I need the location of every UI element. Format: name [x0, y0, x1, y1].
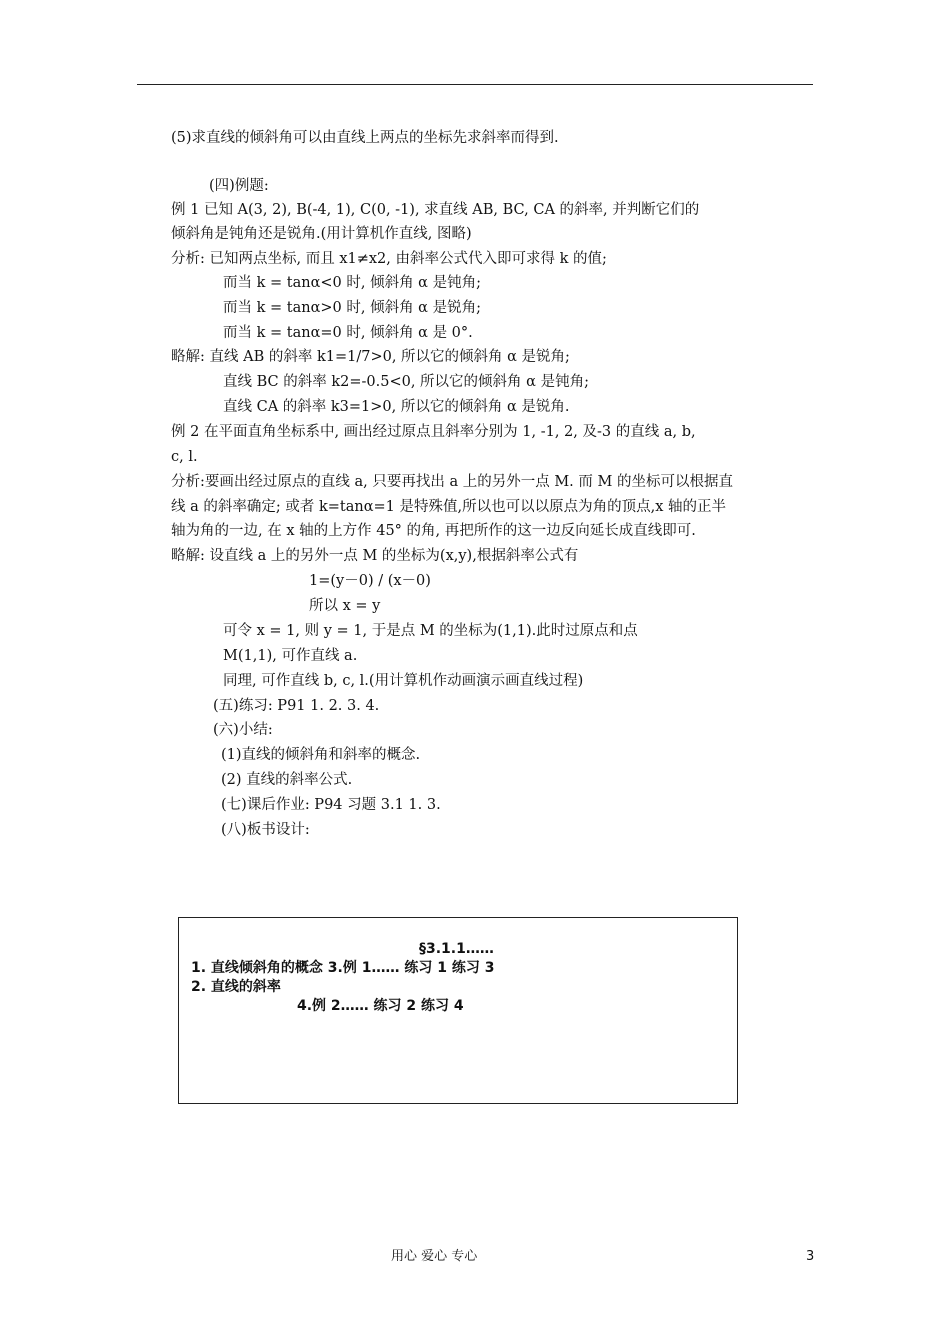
- board-title: §3.1.1……: [419, 941, 494, 957]
- text-line: 同理, 可作直线 b, c, l.(用计算机作动画演示画直线过程): [223, 673, 584, 689]
- text-line: 直线 CA 的斜率 k3=1>0, 所以它的倾斜角 α 是锐角.: [223, 399, 570, 415]
- text-line: 而当 k = tanα=0 时, 倾斜角 α 是 0°.: [223, 325, 473, 341]
- text-line: M(1,1), 可作直线 a.: [223, 648, 358, 664]
- board-row-1: 1. 直线倾斜角的概念 3.例 1…… 练习 1 练习 3: [191, 960, 495, 976]
- section-heading: (七)课后作业: P94 习题 3.1 1. 3.: [221, 797, 441, 813]
- header-rule: [137, 84, 813, 85]
- text-line: 例 1 已知 A(3, 2), B(-4, 1), C(0, -1), 求直线 AB, BC, CA 的斜率, 并判断它们的: [171, 202, 700, 218]
- formula-line: 1=(y－0) / (x－0): [309, 573, 431, 589]
- text-line: 直线 BC 的斜率 k2=-0.5<0, 所以它的倾斜角 α 是钝角;: [223, 374, 589, 390]
- text-line: 略解: 直线 AB 的斜率 k1=1/7>0, 所以它的倾斜角 α 是锐角;: [171, 349, 570, 365]
- text-line: c, l.: [171, 449, 198, 465]
- section-heading: (八)板书设计:: [221, 822, 310, 838]
- section-heading: (四)例题:: [209, 178, 269, 194]
- text-line: (5)求直线的倾斜角可以由直线上两点的坐标先求斜率而得到.: [171, 130, 559, 146]
- text-line: 而当 k = tanα<0 时, 倾斜角 α 是钝角;: [223, 275, 481, 291]
- text-line: 可令 x = 1, 则 y = 1, 于是点 M 的坐标为(1,1).此时过原点和点: [223, 623, 638, 639]
- text-line: 轴为角的一边, 在 x 轴的上方作 45° 的角, 再把所作的这一边反向延长成直线即可.: [171, 523, 696, 539]
- text-line: 分析:要画出经过原点的直线 a, 只要再找出 a 上的另外一点 M. 而 M 的坐标可以根据直: [171, 474, 733, 490]
- text-line: 分析: 已知两点坐标, 而且 x1≠x2, 由斜率公式代入即可求得 k 的值;: [171, 251, 607, 267]
- board-design-box: [178, 917, 738, 1104]
- board-row-2: 2. 直线的斜率: [191, 979, 281, 995]
- footer-slogan: 用心 爱心 专心: [391, 1249, 478, 1264]
- text-line: 线 a 的斜率确定; 或者 k=tanα=1 是特殊值,所以也可以以原点为角的顶点,x 轴的正半: [171, 499, 726, 515]
- board-row-3: 4.例 2…… 练习 2 练习 4: [297, 998, 464, 1014]
- text-line: 而当 k = tanα>0 时, 倾斜角 α 是锐角;: [223, 300, 481, 316]
- text-line: (2) 直线的斜率公式.: [221, 772, 353, 788]
- text-line: 略解: 设直线 a 上的另外一点 M 的坐标为(x,y),根据斜率公式有: [171, 548, 579, 564]
- section-heading: (五)练习: P91 1. 2. 3. 4.: [213, 698, 380, 714]
- section-heading: (六)小结:: [213, 722, 273, 738]
- text-line: (1)直线的倾斜角和斜率的概念.: [221, 747, 421, 763]
- formula-line: 所以 x = y: [309, 598, 381, 614]
- text-line: 例 2 在平面直角坐标系中, 画出经过原点且斜率分别为 1, -1, 2, 及-3 的直线 a, b,: [171, 424, 696, 440]
- page-number: 3: [806, 1249, 815, 1264]
- text-line: 倾斜角是钝角还是锐角.(用计算机作直线, 图略): [171, 226, 472, 242]
